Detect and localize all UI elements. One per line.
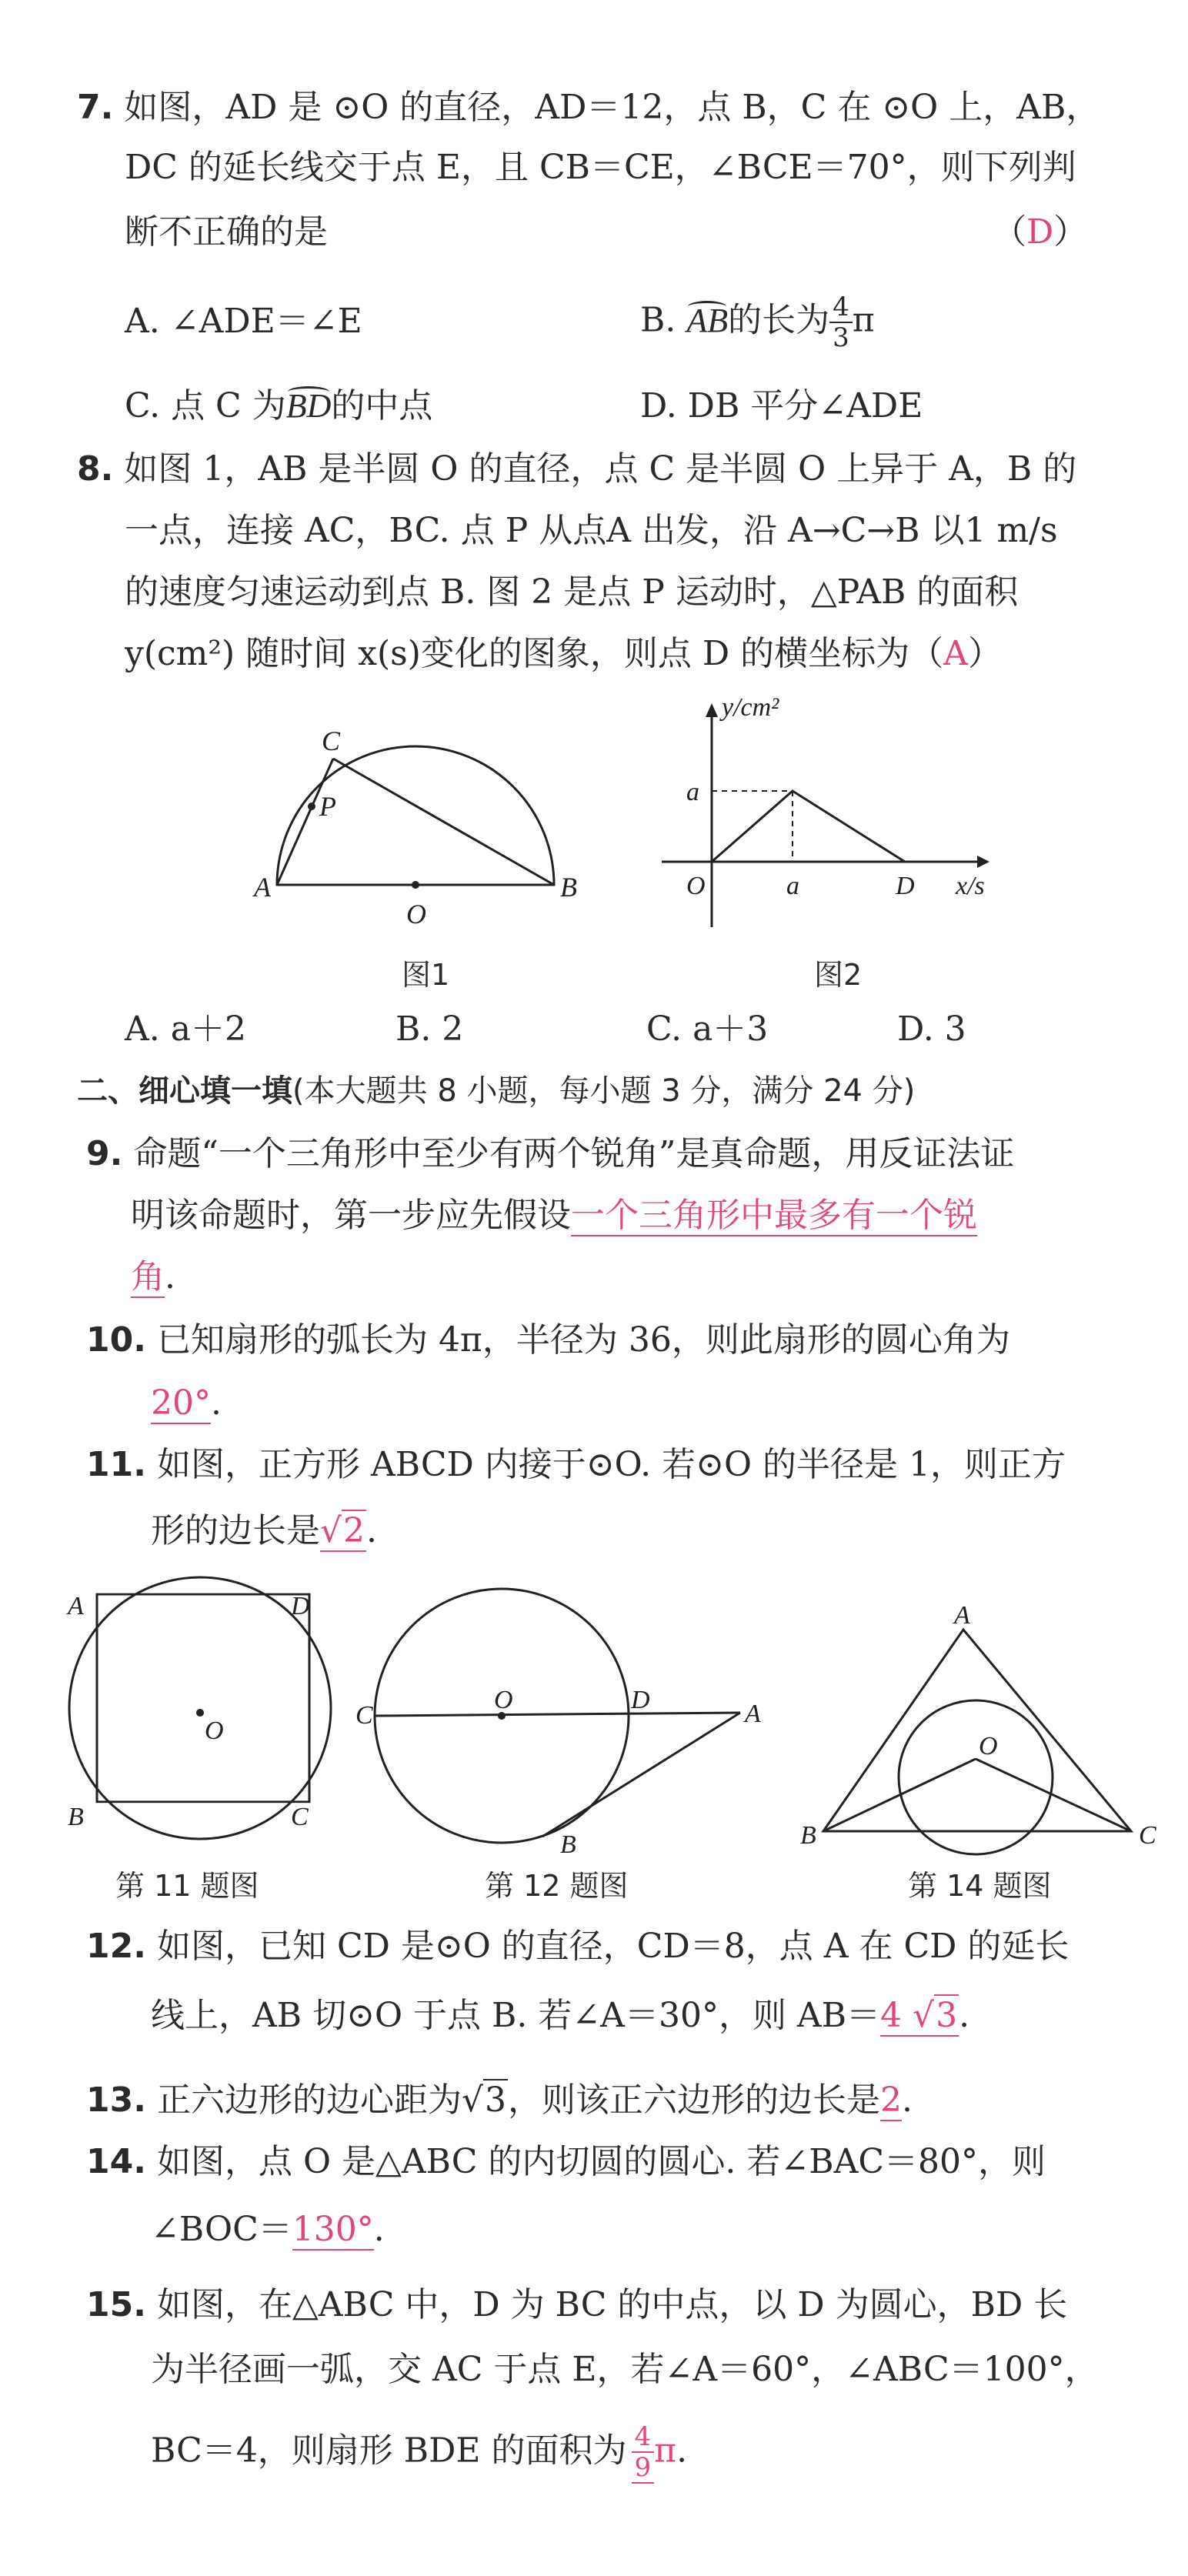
q7-option-d: D. DB 平分∠ADE [640,386,923,425]
q12-answer: 4 √3 [880,1996,958,2035]
area-graph [712,791,905,862]
q7-option-c-text: C. 点 C 为 [125,386,286,425]
f14-label-c: C [1139,1821,1156,1850]
q9-text-1: 命题“一个三角形中至少有两个锐角”是真命题，用反证法证 [133,1134,1015,1173]
q15-number: 15. [86,2285,146,2324]
label-a: A [254,872,271,903]
q7-option-b-num: 4 [829,292,853,323]
q11-end: . [366,1511,378,1550]
q7-line-1 [77,85,1100,131]
q10-text-1: 已知扇形的弧长为 4π，半径为 36，则此扇形的圆心角为 [156,1320,1010,1360]
q10-answer: 20° [151,1383,211,1423]
q7-number: 7. [77,88,114,127]
q7-option-c [125,383,432,429]
q15-text-3: BC＝4，则扇形 BDE 的面积为 [151,2431,627,2471]
f14-label-a: A [954,1601,970,1630]
q13-radicand: 3 [485,2080,506,2120]
q13-end: . [902,2080,913,2120]
y-axis-arrow [706,703,718,717]
q8-option-a: A. a＋2 [125,1009,246,1049]
f11-label-c: C [291,1803,309,1831]
section-2-title: 二、细心填一填 [77,1073,292,1109]
q14-line-1 [86,2139,1046,2185]
f12-label-c: C [355,1701,373,1730]
q7-option-a: A. ∠ADE＝∠E [125,302,362,341]
point-o [412,881,419,889]
q7-paren-open: （ [993,212,1026,252]
q9-answer-part-2: 角 [131,1257,165,1296]
q13-answer: 2 [880,2080,902,2120]
q15-line-3 [151,2422,687,2484]
q14-number: 14. [86,2142,146,2181]
q15-answer-den: 9 [634,2452,652,2483]
figure-12 [355,1585,777,1859]
x-label: x/s [956,872,985,900]
f11-label-b: B [68,1803,84,1831]
f12-label-a: A [745,1700,761,1728]
figure-14 [800,1600,1185,1854]
q15-end: . [676,2431,688,2471]
q7-option-b-text: 的长为 [728,300,830,340]
q10-end: . [211,1383,222,1423]
tangent-ab [542,1713,740,1837]
q14-answer: 130° [292,2210,374,2249]
label-b: B [560,872,577,903]
q10-line-1 [86,1317,1010,1363]
center-o [196,1709,204,1717]
q7-text-1: 如图，AD 是 ⊙O 的直径，AD＝12，点 B，C 在 ⊙O 上，AB， [124,88,1100,127]
q9-end: . [165,1257,175,1296]
q12-answer-radicand: 3 [936,1996,958,2035]
q7-line-3: 断不正确的是 [125,212,328,252]
q9-line-2 [131,1193,977,1239]
q9-number: 9. [86,1134,123,1173]
q15-answer-num: 4 [632,2422,655,2453]
q8-figure-2-caption: 图2 [814,958,863,992]
line-ca [375,1713,740,1716]
q8-figure-1-caption: 图1 [402,958,450,992]
q9-answer-part-1: 一个三角形中最多有一个锐 [571,1196,977,1235]
d-label: D [896,872,915,900]
q8-text-1: 如图 1，AB 是半圆 O 的直径，点 C 是半圆 O 上异于 A，B 的 [124,449,1077,489]
q7-option-b-fraction [829,292,853,352]
q14-end: . [373,2210,385,2249]
q11-number: 11. [86,1445,146,1484]
q12-line-2 [151,1993,969,2039]
q11-text-2: 形的边长是 [151,1511,320,1550]
a-y-label: a [686,778,699,806]
q8-paren-close: ） [967,634,1002,673]
q9-text-2: 明该命题时，第一步应先假设 [131,1196,571,1235]
label-c: C [322,726,341,756]
q12-line-1 [86,1924,1069,1970]
q11-line-2 [151,1508,377,1554]
q8-line-3: 的速度匀速运动到点 B. 图 2 是点 P 运动时，△PAB 的面积 [125,572,1019,612]
q7-answer: D [1026,212,1054,252]
q7-option-b [640,292,875,352]
q7-option-b-pi: π [852,300,875,340]
f14-label-o: O [979,1732,998,1760]
q13-line-1 [86,2077,913,2124]
q8-text-4: y(cm²) 随时间 x(s)变化的图象，则点 D 的横坐标为（ [125,634,944,673]
figure-11 [46,1577,369,1839]
square-abcd [97,1594,309,1802]
q12-text-1: 如图，已知 CD 是⊙O 的直径，CD＝8，点 A 在 CD 的延长 [156,1927,1070,1966]
point-p [308,802,315,810]
q13-text-2: ，则该正六边形的边长是 [508,2080,880,2120]
segment-ac [277,759,333,885]
f11-label-a: A [68,1592,84,1620]
f11-label-o: O [205,1717,224,1745]
q11-answer: √2 [320,1511,365,1550]
q15-answer-fraction [632,2422,655,2484]
f12-label-b: B [560,1830,576,1859]
q8-line-1 [77,446,1076,492]
segment-cb [333,759,554,885]
q10-number: 10. [86,1320,146,1360]
q15-text-1: 如图，在△ABC 中，D 为 BC 的中点，以 D 为圆心，BD 长 [156,2285,1068,2324]
q7-option-c-text-2: 的中点 [331,386,433,425]
q15-answer-pi: π [654,2431,677,2471]
q8-option-d: D. 3 [897,1009,966,1049]
q8-number: 8. [77,449,114,489]
figure-11-caption: 第 11 题图 [115,1869,259,1903]
q12-answer-coef: 4 [880,1996,903,2035]
q12-text-2: 线上，AB 切⊙O 于点 B. 若∠A＝30°，则 AB＝ [151,1996,881,2035]
q7-option-b-label: B. [640,300,676,340]
q14-text-1: 如图，点 O 是△ABC 的内切圆的圆心. 若∠BAC＝80°，则 [156,2142,1046,2181]
figure-12-caption: 第 12 题图 [485,1869,629,1903]
f14-label-b: B [800,1821,816,1850]
q8-option-c: C. a＋3 [646,1009,769,1049]
q7-paren-close: ） [1053,212,1088,252]
y-label: y/cm² [722,693,779,722]
q14-text-2: ∠BOC＝ [151,2210,292,2249]
triangle-abc [823,1630,1131,1831]
label-p: P [319,791,336,822]
q12-number: 12. [86,1927,146,1966]
q8-option-b: B. 2 [395,1009,464,1049]
section-2-header [77,1068,915,1114]
q12-end: . [959,1996,970,2035]
figure-14-caption: 第 14 题图 [908,1869,1052,1903]
f12-label-d: D [631,1686,650,1714]
q9-line-1 [86,1131,1014,1177]
q7-answer-bracket [993,209,1087,255]
q8-figure-1 [231,716,585,939]
q11-answer-radicand: 2 [343,1511,365,1550]
q11-line-1 [86,1442,1066,1488]
label-o: O [406,899,426,929]
q10-line-2 [151,1380,222,1426]
q7-option-c-arc: BD [286,383,332,429]
f12-label-o: O [494,1686,513,1714]
a-x-label: a [786,872,799,900]
q8-line-2: 一点，连接 AC，BC. 点 P 从点A 出发，沿 A→C→B 以1 m/s [125,511,1058,550]
q7-option-b-den: 3 [833,322,849,353]
q14-line-2 [151,2207,385,2253]
q7-option-b-arc: AB [686,298,728,344]
q15-line-2: 为半径画一弧，交 AC 于点 E，若∠A＝60°，∠ABC＝100°， [151,2350,1099,2389]
x-axis-arrow [977,856,989,868]
q8-answer: A [943,634,968,673]
q7-line-2: DC 的延长线交于点 E，且 CB＝CE，∠BCE＝70°，则下列判 [125,148,1076,187]
f11-label-d: D [291,1592,310,1620]
q13-text-1: 正六边形的边心距为 [156,2080,462,2120]
q8-line-4 [125,631,1002,677]
q13-number: 13. [86,2080,146,2120]
q8-figure-2 [639,692,1008,939]
q9-line-3 [131,1254,175,1300]
q13-root: √3 [461,2080,506,2120]
origin-label: O [686,872,706,900]
q15-line-1 [86,2282,1067,2328]
section-2-note: (本大题共 8 小题，每小题 3 分，满分 24 分) [292,1073,916,1109]
q11-text-1: 如图，正方形 ABCD 内接于⊙O. 若⊙O 的半径是 1，则正方 [156,1445,1066,1484]
semicircle [277,746,554,885]
